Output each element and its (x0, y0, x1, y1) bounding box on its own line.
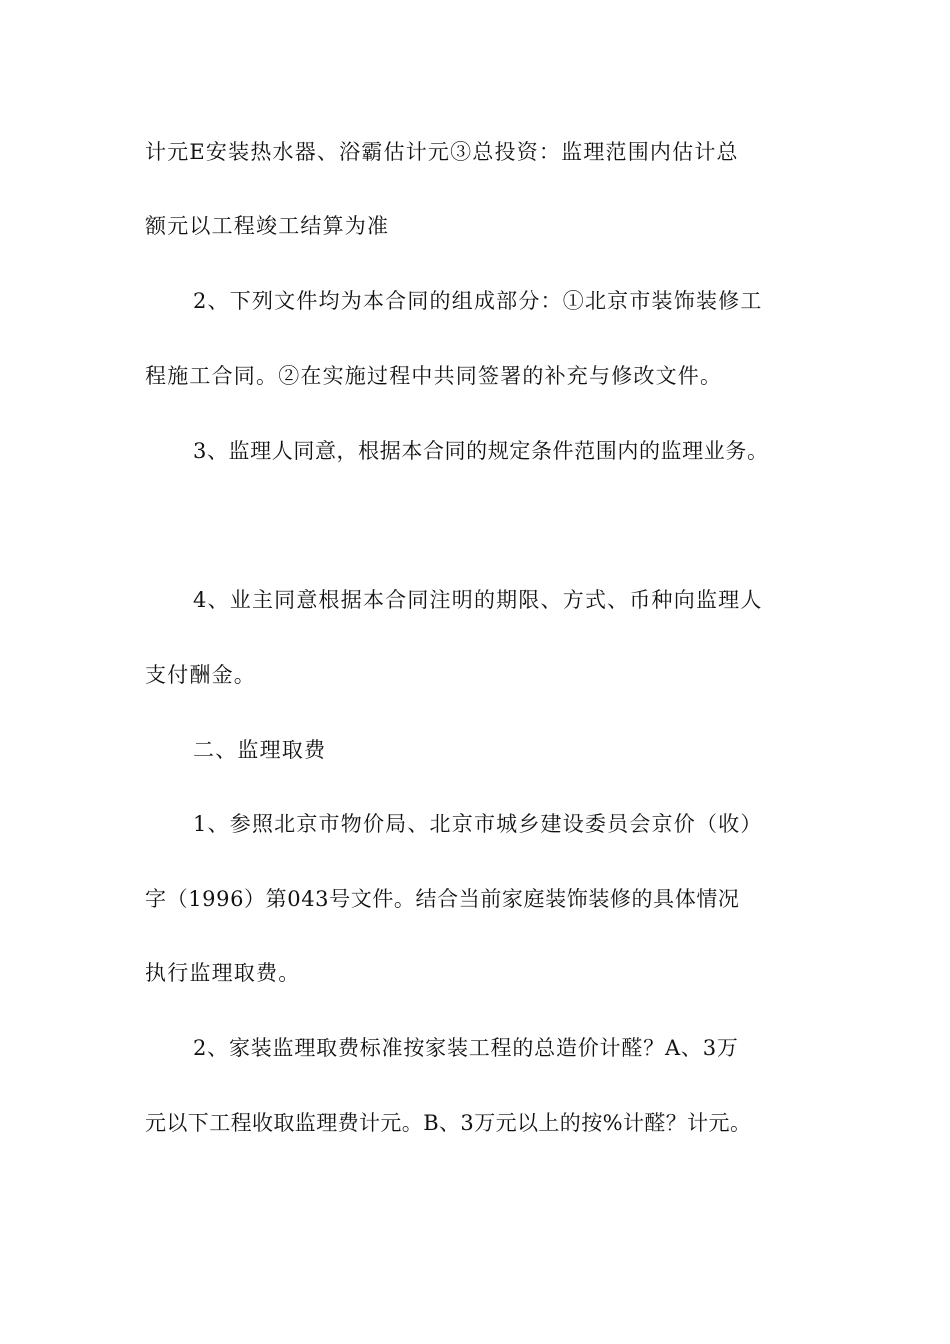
section-heading: 二、监理取费 (193, 738, 327, 762)
text-line-2: 额元以工程竣工结算为准 (145, 214, 390, 238)
text-line-5: 3、监理人同意，根据本合同的规定条件范围内的监理业务。 (193, 439, 769, 463)
text-line-1: 计元E安装热水器、浴霸估计元③总投资：监理范围内估计总 (145, 140, 739, 164)
text-line-13: 元以下工程收取监理费计元。B、3万元以上的按%计醛？计元。 (145, 1111, 752, 1135)
text-line-7: 支付酬金。 (145, 663, 256, 687)
text-line-3: 2、下列文件均为本合同的组成部分：①北京市装饰装修工 (193, 289, 763, 313)
text-line-10: 字（1996）第043号文件。结合当前家庭装饰装修的具体情况 (145, 887, 740, 911)
text-line-12: 2、家装监理取费标准按家装工程的总造价计醛？A、3万 (193, 1036, 739, 1060)
text-line-6: 4、业主同意根据本合同注明的期限、方式、币种向监理人 (193, 588, 763, 612)
text-line-4: 程施工合同。②在实施过程中共同签署的补充与修改文件。 (145, 364, 723, 388)
text-line-9: 1、参照北京市物价局、北京市城乡建设委员会京价（收） (193, 812, 763, 836)
text-line-11: 执行监理取费。 (145, 961, 301, 985)
